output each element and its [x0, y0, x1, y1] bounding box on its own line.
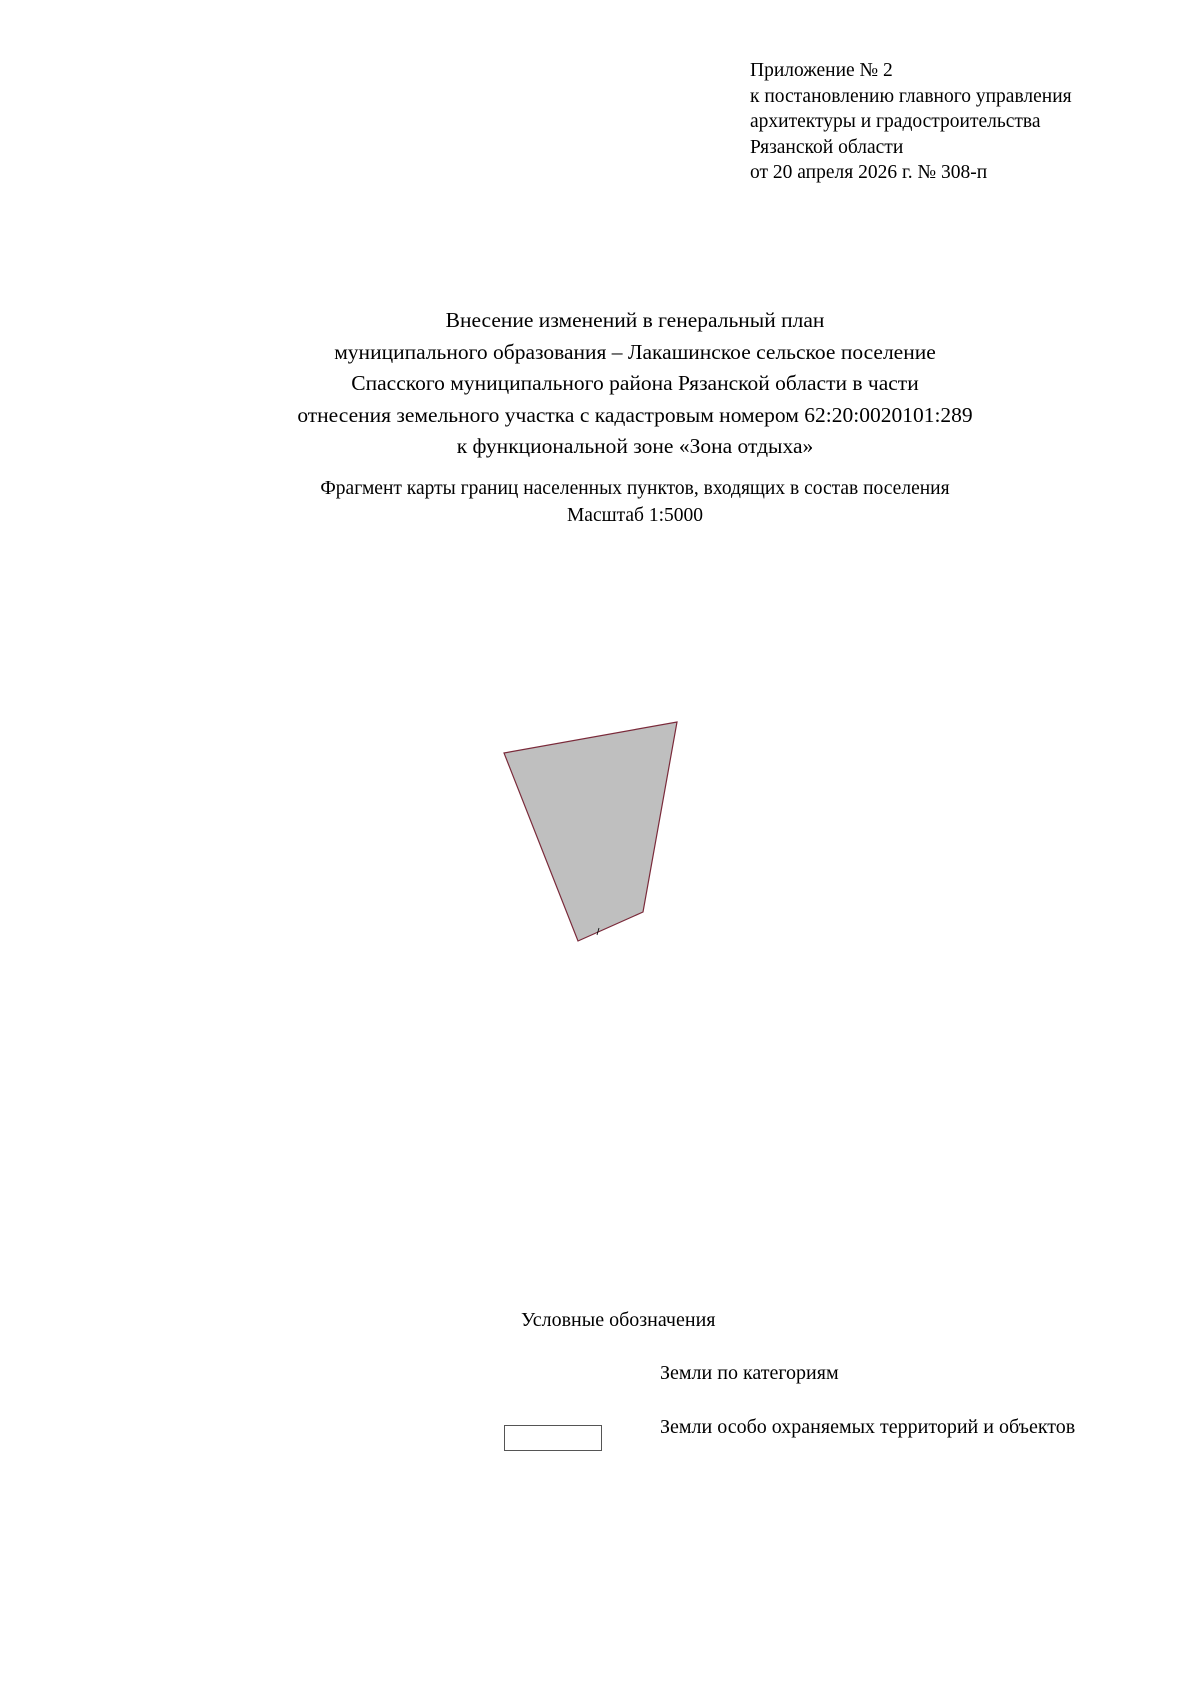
legend-item-protected-lands: Земли особо охраняемых территорий и объектов: [660, 1416, 1076, 1438]
appendix-department: архитектуры и градостроительства: [750, 111, 1041, 132]
appendix-date-number: от 20 апреля 2026 г. № 308-п: [750, 162, 988, 183]
title-line: Спасского муниципального района Рязанской области в части: [351, 371, 919, 395]
appendix-number: Приложение № 2: [750, 60, 893, 81]
legend-category-heading: Земли по категориям: [660, 1362, 839, 1384]
title-line: отнесения земельного участка с кадастровым номером 62:20:0020101:289: [297, 402, 973, 427]
parcel-tick: [597, 928, 599, 935]
map-scale: Масштаб 1:5000: [566, 505, 704, 526]
appendix-to-resolution: к постановлению главного управления: [750, 85, 1072, 107]
legend-swatch-protected-lands: [504, 1425, 602, 1451]
map-fragment-caption: Фрагмент карты границ населенных пунктов, входящих в состав поселения: [320, 478, 950, 499]
title-line: Внесение изменений в генеральный план: [445, 308, 825, 332]
legend-title: Условные обозначения: [521, 1309, 716, 1331]
appendix-block: [750, 58, 1170, 186]
title-line: муниципального образования – Лакашинское сельское поселение: [334, 339, 936, 364]
appendix-region: Рязанской области: [750, 136, 904, 158]
land-parcel: [504, 722, 677, 941]
document-title: [150, 305, 1120, 463]
map-caption: [150, 475, 1120, 529]
title-line: к функциональной зоне «Зона отдыха»: [456, 434, 814, 458]
